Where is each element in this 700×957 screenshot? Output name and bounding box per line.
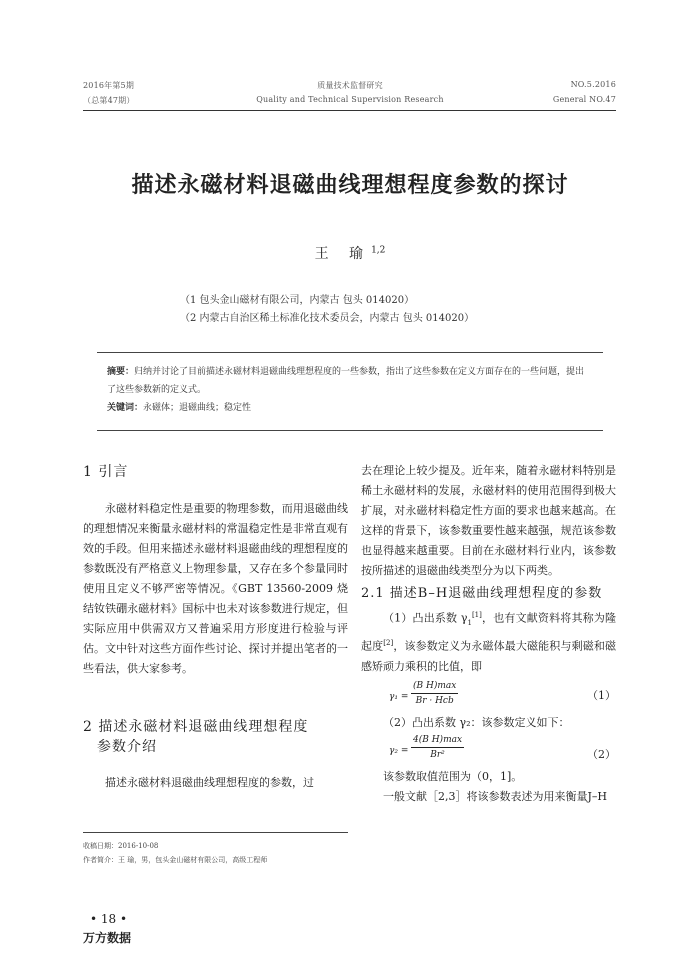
paper-title: 描述永磁材料退磁曲线理想程度参数的探讨	[131, 173, 569, 198]
item1-text	[361, 605, 616, 677]
watermark: 万方数据	[83, 931, 132, 945]
footnote-author-bio: 作者简介：王 瑜，男，包头金山磁材有限公司，高级工程师	[83, 856, 268, 864]
keywords-text: 永磁体；退磁曲线；稳定性	[143, 403, 252, 413]
page-number: • 18 •	[90, 912, 128, 926]
abstract-bottom-rule	[97, 430, 603, 431]
author-name: 王 瑜	[314, 246, 372, 262]
item1-ref2: [2]	[383, 638, 394, 647]
eq1-numerator: (B H)max	[411, 679, 458, 694]
item1-a: （1）凸出系数 γ	[383, 611, 468, 625]
eq1-number: （1）	[587, 688, 616, 702]
footnote-rule	[83, 832, 348, 833]
header-journal-en: Quality and Technical Supervision Research	[256, 95, 444, 104]
section2-heading-line1: 2 描述永磁材料退磁曲线理想程度	[83, 719, 309, 735]
eq2-fraction	[411, 733, 464, 762]
footnote-received: 收稿日期：2016-10-08	[83, 842, 159, 850]
header-issue: 2016年第5期	[83, 81, 135, 90]
abstract-body	[107, 363, 593, 399]
item2	[361, 713, 616, 733]
range-line	[361, 767, 616, 787]
header-general-number: General NO.47	[552, 95, 616, 104]
eq2-lhs: γ₂ =	[389, 745, 409, 756]
right-para1	[361, 461, 616, 581]
section2-heading-line2: 参数介绍	[97, 739, 157, 755]
item1-c: ，该参数定义为永磁体最大磁能积与剩磁和磁感矫顽力乘积的比值，即	[361, 639, 616, 673]
affiliation-1: （1 包头金山磁材有限公司，内蒙古 包头 014020）	[180, 295, 415, 306]
section1-paragraph: 永磁材料稳定性是重要的物理参数，而用退磁曲线的理想情况来衡量永磁材料的常温稳定性是非常直观有效的手段。但用来描述永磁材料退磁曲线的理想程度的参数既没有严格意义上物理参量，又存在多个参量同时使用且定义不够严密等情况。《GBT 13560-2009 烧结钕铁硼永磁材料》国标中也未对该参数进行规定，但实际应用中供需双方又普遍采用方形度进行检验与评估。文中针对这些方面作些讨论、探讨并提出笔者的一些看法，供大家参考。	[83, 502, 348, 675]
header-rule	[83, 110, 616, 111]
header-journal-cn: 质量技术监督研究	[317, 81, 383, 90]
abstract	[107, 363, 593, 417]
section2-body	[83, 773, 348, 793]
item1-ref: [1]	[471, 611, 482, 619]
last-line	[361, 787, 616, 807]
section1-body	[83, 499, 348, 679]
section1-heading: 1 引言	[83, 464, 129, 480]
abstract-top-rule	[97, 352, 603, 353]
author-line	[0, 243, 700, 263]
abstract-label: 摘要：	[107, 367, 135, 377]
section2-paragraph: 描述永磁材料退磁曲线理想程度的参数，过	[105, 776, 314, 789]
equation-2	[361, 733, 616, 767]
right-column	[361, 461, 616, 807]
equation-1	[361, 679, 616, 713]
eq2-numerator: 4(B H)max	[411, 733, 464, 748]
item1-b: ，也有文献资料将其称为隆起度	[361, 611, 616, 653]
item1-sub: 1	[467, 618, 472, 627]
keywords-label: 关键词：	[107, 403, 144, 413]
item1	[361, 605, 616, 677]
affiliation-2: （2 内蒙古自治区稀土标准化技术委员会，内蒙古 包头 014020）	[180, 313, 475, 324]
item2-text: （2）凸出系数 γ₂：该参数定义如下：	[383, 715, 570, 729]
eq1-lhs: γ₁ =	[389, 691, 409, 702]
eq1-denominator: Br · Hcb	[415, 695, 454, 706]
header-total-issue: （总第47期）	[83, 96, 135, 105]
header-number: NO.5.2016	[570, 80, 616, 89]
section2-heading	[83, 717, 348, 757]
last-text: 一般文献［2,3］将该参数表述为用来衡量J–H	[383, 789, 607, 803]
keywords	[107, 399, 593, 417]
range-text: 该参数取值范围为（0，1]。	[383, 769, 523, 783]
eq1-fraction	[411, 679, 458, 708]
eq2-number: （2）	[587, 747, 616, 761]
abstract-text: 归纳并讨论了目前描述永磁材料退磁曲线理想程度的一些参数，指出了这些参数在定义方面存在的一些问题，提出了这些参数新的定义式。	[107, 367, 585, 395]
author-affil-sup: 1,2	[371, 245, 386, 256]
eq2-denominator: Br²	[430, 749, 445, 760]
left-column	[83, 461, 348, 793]
right-para1-text: 去在理论上较少提及。近年来，随着永磁材料特别是稀土永磁材料的发展，永磁材料的使用范围得到极大扩展，对永磁材料稳定性方面的要求也越来越高。在这样的背景下，该参数重要性越来越强，规范该参数也显得越来越重要。目前在永磁材料行业内，该参数按所描述的退磁曲线类型分为以下两类。	[361, 464, 616, 577]
subsection-2-1-heading: 2.1 描述B–H退磁曲线理想程度的参数	[361, 586, 603, 601]
